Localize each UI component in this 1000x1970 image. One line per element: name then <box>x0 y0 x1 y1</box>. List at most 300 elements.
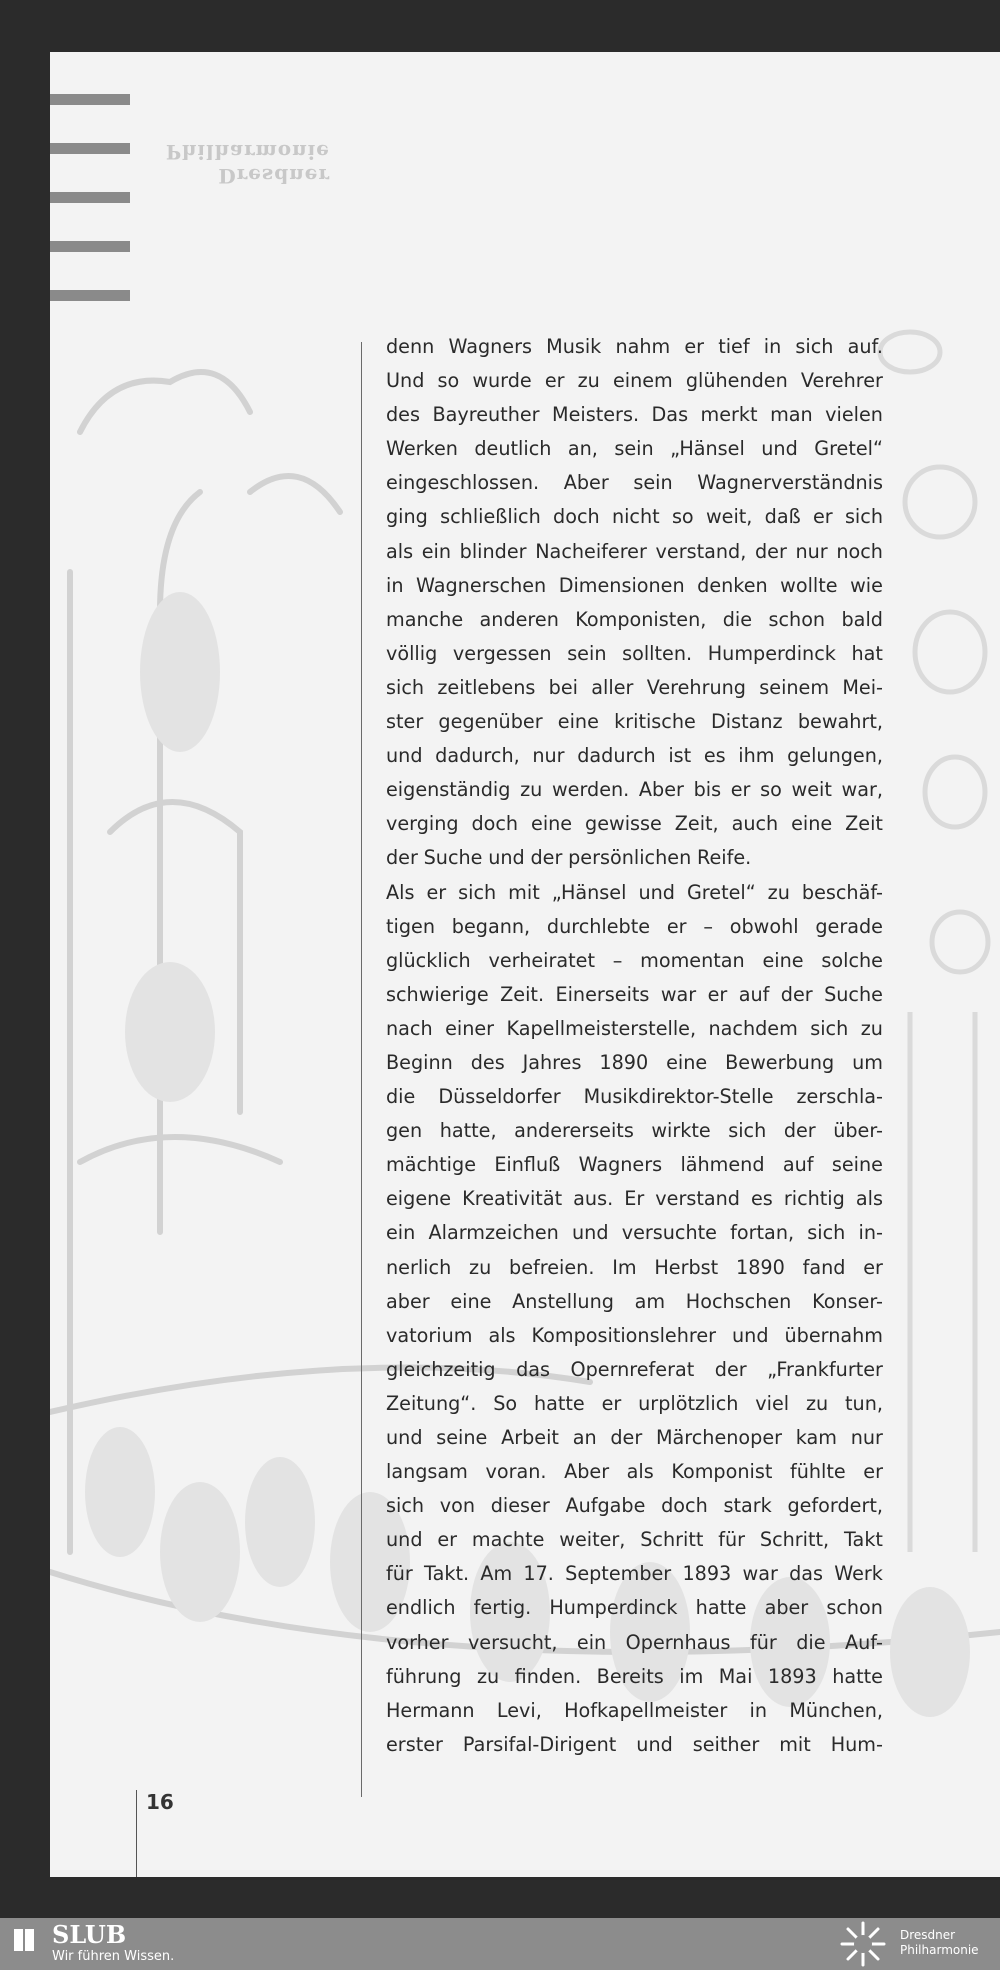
word: Suche <box>824 982 883 1006</box>
word: Gretel“ <box>814 437 883 461</box>
column-rule <box>361 342 362 1797</box>
word: ihm <box>738 744 775 768</box>
word: wirkte <box>651 1119 711 1143</box>
word: blinder <box>459 539 527 563</box>
word: der <box>386 846 418 870</box>
show-through-logo-line: Dresdner <box>218 164 330 188</box>
word: und <box>386 1528 423 1552</box>
word: fand <box>802 1255 846 1279</box>
word: aus. <box>573 1187 614 1211</box>
word: nicht <box>611 505 660 529</box>
word: Nacheiferer <box>535 539 647 563</box>
word: er <box>730 778 751 802</box>
word: Aber <box>564 1460 610 1484</box>
word: schließlich <box>440 505 541 529</box>
word: Takt <box>844 1528 883 1552</box>
text-line <box>386 1694 883 1728</box>
word: „Hänsel <box>551 880 627 904</box>
word: auch <box>731 812 779 836</box>
word: doch <box>661 1494 708 1518</box>
word: zerschla- <box>796 1085 883 1109</box>
word: langsam <box>386 1460 468 1484</box>
text-line <box>386 1421 883 1455</box>
word: mit <box>508 880 540 904</box>
word: zu <box>860 1016 883 1040</box>
word: fühlte <box>789 1460 846 1484</box>
word: war, <box>841 778 883 802</box>
word: Und <box>386 369 425 393</box>
word: verheiratet <box>488 948 596 972</box>
word: doch <box>553 505 600 529</box>
word: München, <box>789 1698 883 1722</box>
word: gleichzeitig <box>386 1357 496 1381</box>
text-line <box>386 1353 883 1387</box>
word: die <box>722 607 753 631</box>
word: sich <box>795 335 834 358</box>
book-icon <box>12 1927 36 1953</box>
word: hatte <box>695 1596 747 1620</box>
word: vergessen <box>452 641 552 665</box>
word: Bayreuther <box>432 403 540 427</box>
word: ging <box>386 505 428 529</box>
document-page <box>50 52 1000 1877</box>
word: und <box>636 1732 673 1756</box>
word: Wagnerschen <box>415 573 547 597</box>
word: Aber <box>563 471 609 495</box>
word: auf <box>738 982 770 1006</box>
word: stark <box>723 1494 772 1518</box>
text-line <box>386 330 883 364</box>
text-line <box>386 1114 883 1148</box>
word: er <box>863 1460 883 1484</box>
text-line <box>386 1080 883 1114</box>
word: schwierige <box>386 982 489 1006</box>
word: ein <box>421 539 452 563</box>
text-line <box>386 500 883 534</box>
word: und <box>488 846 525 870</box>
word: nerlich <box>386 1255 452 1279</box>
word: zu <box>476 1664 500 1688</box>
text-line <box>386 637 883 671</box>
word: die <box>386 1085 416 1109</box>
decorative-bar <box>50 290 130 301</box>
word: viel <box>755 1391 790 1415</box>
text-line <box>386 807 883 841</box>
word: es <box>751 1187 773 1211</box>
word: Humperdinck <box>549 1596 678 1620</box>
word: fortan, <box>730 1221 795 1245</box>
word: seither <box>692 1732 760 1756</box>
word: „Hänsel <box>670 437 745 461</box>
body-text <box>386 330 883 1762</box>
word: das <box>516 1357 551 1381</box>
text-line <box>386 1557 883 1591</box>
word: für <box>386 1562 413 1586</box>
word: das <box>789 1562 824 1586</box>
word: mächtige <box>386 1153 476 1177</box>
word: Takt. <box>424 1562 470 1586</box>
word: Musik <box>546 335 602 358</box>
text-line <box>386 603 883 637</box>
text-line <box>386 978 883 1012</box>
word: es <box>703 744 726 768</box>
word: erster <box>386 1732 443 1756</box>
word: weit, <box>705 505 753 529</box>
word: machte <box>471 1528 545 1552</box>
word: verstand <box>655 1187 740 1211</box>
word: sich <box>844 505 883 529</box>
word: in <box>749 1698 768 1722</box>
word: Märchenoper <box>655 1426 783 1449</box>
word: tun, <box>845 1391 883 1415</box>
word: der <box>754 539 787 563</box>
word: Opernreferat <box>570 1357 695 1381</box>
word: durchlebte <box>546 914 651 938</box>
word: als <box>488 1323 516 1347</box>
text-line <box>386 1591 883 1625</box>
text-line <box>386 1251 883 1285</box>
word: 1893 <box>767 1664 817 1688</box>
word: aber <box>764 1596 809 1620</box>
word: Auf- <box>845 1630 883 1654</box>
word: übernahm <box>784 1323 883 1347</box>
word: im <box>679 1664 704 1688</box>
page-number: 16 <box>146 1790 174 1814</box>
text-line <box>386 1626 883 1660</box>
word: nur <box>795 539 828 563</box>
word: führung <box>386 1664 462 1688</box>
word: Dimensionen <box>558 573 685 597</box>
word: bis <box>693 778 722 802</box>
word: von <box>439 1494 476 1518</box>
word: Zeitung“. <box>386 1391 477 1415</box>
word: seinem <box>759 675 830 699</box>
word: Hermann <box>386 1698 475 1722</box>
word: tigen <box>386 914 435 938</box>
word: gelungen, <box>787 744 883 768</box>
word: verstand, <box>655 539 747 563</box>
word: zu <box>577 369 600 393</box>
word: wie <box>850 573 883 597</box>
word: persönlichen <box>568 846 692 870</box>
word: als <box>855 1187 883 1211</box>
word: manche <box>386 607 464 631</box>
word: der <box>530 846 563 870</box>
word: urplötzlich <box>638 1391 739 1415</box>
word: schon <box>768 607 826 631</box>
word: der <box>714 1357 747 1381</box>
word: nach <box>386 1016 433 1040</box>
word: nachdem <box>708 1016 798 1040</box>
word: Herbst <box>654 1255 719 1279</box>
word: nahm <box>615 335 671 358</box>
text-line <box>386 841 883 875</box>
word: er <box>601 1391 622 1415</box>
text-line <box>386 1148 883 1182</box>
word: er <box>426 880 447 904</box>
word: Gretel“ <box>686 880 756 904</box>
word: sich <box>728 1119 767 1143</box>
show-through-logo-line: Philharmonie <box>165 140 330 164</box>
text-line <box>386 739 883 773</box>
text-line <box>386 1285 883 1319</box>
word: Wagners <box>448 335 532 358</box>
word: sein <box>633 471 673 495</box>
word: Er <box>624 1187 645 1211</box>
word: Einerseits <box>555 982 650 1006</box>
word: der <box>783 1119 816 1143</box>
word: schon <box>826 1596 883 1620</box>
word: September <box>565 1562 672 1586</box>
word: seine <box>436 1426 488 1449</box>
word: an, <box>567 437 598 461</box>
word: Mai <box>718 1664 753 1688</box>
word: ein <box>386 1221 416 1245</box>
word: 1893 <box>682 1562 732 1586</box>
word: zu <box>520 778 543 802</box>
word: Zeit <box>845 812 883 836</box>
word: andererseits <box>514 1119 634 1143</box>
word: begann, <box>451 914 531 938</box>
word: um <box>852 1050 883 1074</box>
word: hatte <box>832 1664 883 1688</box>
word: er <box>437 1528 458 1552</box>
word: Hofkapellmeister <box>564 1698 728 1722</box>
word: Kompositionslehrer <box>531 1323 717 1347</box>
word: Suche <box>423 846 483 870</box>
word: Arbeit <box>501 1426 559 1449</box>
word: gegenüber <box>438 710 543 734</box>
word: er <box>812 505 833 529</box>
word: Das <box>651 403 689 427</box>
word: Komponist <box>671 1460 773 1484</box>
word: Zeit, <box>674 812 719 836</box>
word: bald <box>841 607 883 631</box>
word: hatte, <box>439 1119 497 1143</box>
word: und <box>732 1323 769 1347</box>
word: denn <box>386 335 435 358</box>
word: Düsseldorfer <box>438 1085 561 1109</box>
word: er <box>707 982 728 1006</box>
word: mit <box>779 1732 811 1756</box>
word: Bewerbung <box>725 1050 835 1074</box>
word: denken <box>697 573 768 597</box>
word: sollten. <box>622 641 693 665</box>
word: zu <box>805 1391 829 1415</box>
word: einer <box>445 1016 495 1040</box>
word: eigenständig <box>386 778 511 802</box>
word: – <box>703 914 713 938</box>
word: bewahrt, <box>797 710 883 734</box>
word: er <box>544 369 565 393</box>
word: gen <box>386 1119 423 1143</box>
word: Kreativität <box>462 1187 563 1211</box>
word: Hum- <box>830 1732 883 1756</box>
word: daß <box>764 505 801 529</box>
word: versuchte <box>621 1221 717 1245</box>
word: noch <box>836 539 883 563</box>
viewer-footer <box>0 1918 1000 1970</box>
text-line <box>386 466 883 500</box>
word: richtig <box>783 1187 845 1211</box>
word: doch <box>471 812 519 836</box>
word: merkt <box>700 403 758 427</box>
word: weiter, <box>559 1528 626 1552</box>
word: Komponisten, <box>575 607 707 631</box>
word: Konser- <box>812 1289 883 1313</box>
text-line <box>386 432 883 466</box>
word: ster <box>386 710 424 734</box>
word: sich <box>810 1016 849 1040</box>
word: Werk <box>834 1562 883 1586</box>
word: eine <box>762 948 804 972</box>
sunburst-logo-icon[interactable] <box>838 1921 888 1967</box>
word: sich <box>386 675 425 699</box>
word: auf. <box>847 335 883 358</box>
word: sein <box>614 437 654 461</box>
text-line <box>386 569 883 603</box>
word: zu <box>767 880 790 904</box>
word: Zeit. <box>500 982 545 1006</box>
word: „Frankfurter <box>767 1357 883 1381</box>
word: Wagners <box>578 1153 663 1177</box>
word: versucht, <box>467 1630 558 1654</box>
library-name[interactable]: SLUB <box>52 1920 127 1949</box>
word: sein <box>567 641 607 665</box>
word: einem <box>612 369 673 393</box>
word: zu <box>469 1255 492 1279</box>
word: für <box>718 1528 746 1552</box>
word: finden. <box>514 1664 582 1688</box>
word: gerade <box>815 914 883 938</box>
show-through-logo <box>130 140 330 188</box>
word: eine <box>557 710 599 734</box>
word: kam <box>795 1426 837 1449</box>
word: in <box>763 335 782 358</box>
word: dadurch <box>577 744 656 768</box>
word: dieser <box>490 1494 550 1518</box>
word: befreien. <box>509 1255 595 1279</box>
word: Alarmzeichen <box>428 1221 559 1245</box>
word: Beginn <box>386 1050 453 1074</box>
word: ein <box>576 1630 607 1654</box>
word: und <box>638 880 675 904</box>
word: Werken <box>386 437 458 461</box>
word: so <box>437 369 460 393</box>
word: der <box>610 1426 643 1449</box>
word: so <box>671 505 694 529</box>
word: verging <box>386 812 459 836</box>
word: Kapellmeisterstelle, <box>506 1016 697 1040</box>
word: des <box>470 1050 505 1074</box>
word: völlig <box>386 641 438 665</box>
word: die <box>796 1630 826 1654</box>
word: vatorium <box>386 1323 473 1347</box>
text-line <box>386 1660 883 1694</box>
word: fertig. <box>473 1596 532 1620</box>
word: glücklich <box>386 948 471 972</box>
text-line <box>386 671 883 705</box>
word: und <box>386 744 423 768</box>
text-line <box>386 944 883 978</box>
word: endlich <box>386 1596 456 1620</box>
text-line <box>386 1489 883 1523</box>
word: über- <box>833 1119 883 1143</box>
decorative-bar <box>50 241 130 252</box>
word: Schritt <box>640 1528 704 1552</box>
word: werden. <box>551 778 630 802</box>
word: Aufgabe <box>565 1494 646 1518</box>
word: Wagnerverständnis <box>697 471 883 495</box>
word: hatte <box>533 1391 585 1415</box>
word: Schritt, <box>759 1528 830 1552</box>
word: gewisse <box>585 812 662 836</box>
text-line <box>386 535 883 569</box>
word: Opernhaus <box>625 1630 731 1654</box>
decorative-bar <box>50 192 130 203</box>
text-line <box>386 1523 883 1557</box>
word: Levi, <box>496 1698 542 1722</box>
word: dadurch, <box>435 744 520 768</box>
word: Aber <box>638 778 684 802</box>
word: 1890 <box>599 1050 649 1074</box>
word: Mei- <box>842 675 883 699</box>
word: als <box>386 539 414 563</box>
text-line <box>386 1046 883 1080</box>
orchestra-name[interactable] <box>900 1928 996 1958</box>
word: voran. <box>485 1460 547 1484</box>
word: aller <box>591 675 634 699</box>
text-line <box>386 1455 883 1489</box>
word: seine <box>831 1153 883 1177</box>
word: Verehrer <box>800 369 883 393</box>
text-line <box>386 1728 883 1762</box>
word: vorher <box>386 1630 449 1654</box>
word: am <box>634 1289 666 1313</box>
word: Einfluß <box>494 1153 561 1177</box>
word: Anstellung <box>512 1289 614 1313</box>
word: 17. <box>523 1562 554 1586</box>
text-line <box>386 705 883 739</box>
word: glühenden <box>685 369 788 393</box>
word: Bereits <box>596 1664 664 1688</box>
word: wollte <box>780 573 838 597</box>
decorative-bar <box>50 143 130 154</box>
word: so <box>760 778 782 802</box>
word: bei <box>548 675 578 699</box>
word: Humperdinck <box>707 641 836 665</box>
text-line <box>386 1012 883 1046</box>
word: Verehrung <box>646 675 746 699</box>
word: eine <box>450 1289 492 1313</box>
word: – <box>612 948 623 972</box>
decorative-bar <box>50 94 130 105</box>
word: Parsifal-Dirigent <box>462 1732 617 1756</box>
word: an <box>572 1426 597 1449</box>
word: sich <box>807 1221 846 1245</box>
text-line <box>386 364 883 398</box>
word: ist <box>668 744 692 768</box>
word: Als <box>386 880 415 904</box>
word: sich <box>458 880 497 904</box>
word: obwohl <box>729 914 799 938</box>
word: für <box>749 1630 777 1654</box>
word: des <box>386 403 420 427</box>
text-line <box>386 1216 883 1250</box>
word: deutlich <box>474 437 552 461</box>
word: auf <box>782 1153 814 1177</box>
word: kritische <box>614 710 696 734</box>
